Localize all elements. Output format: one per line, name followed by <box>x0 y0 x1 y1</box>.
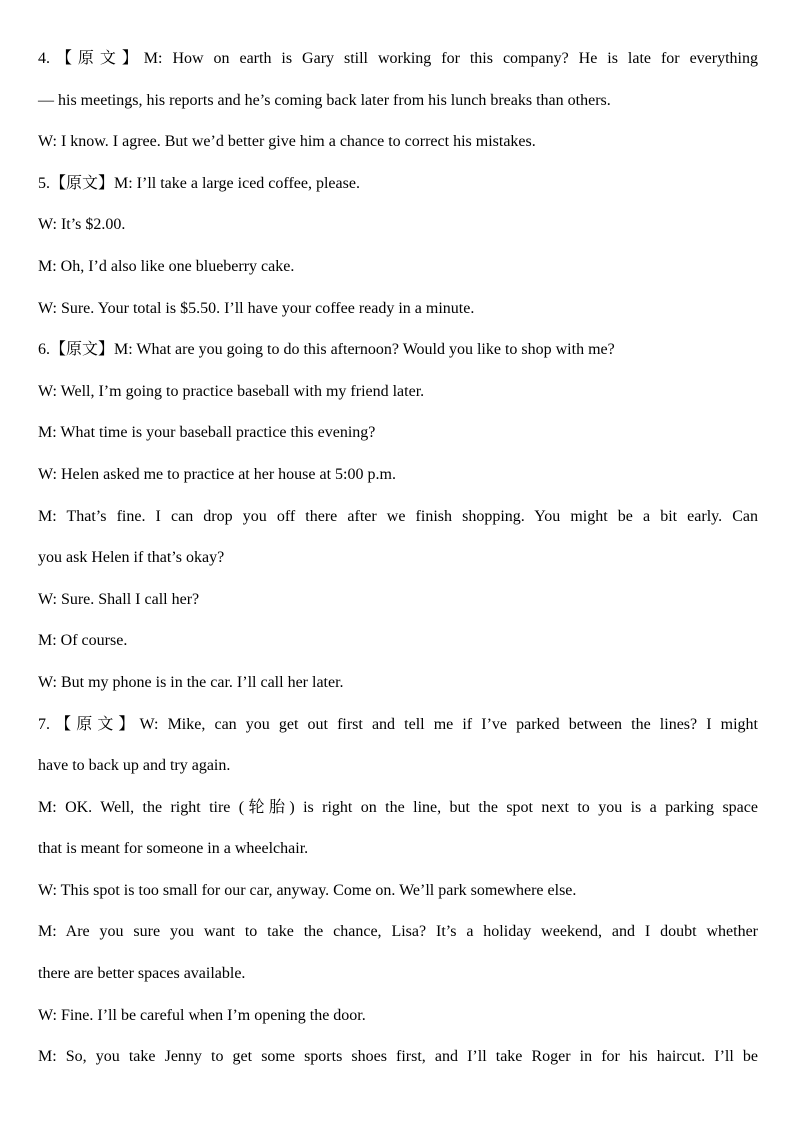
text-line-q6-9: W: But my phone is in the car. I’ll call her later. <box>38 673 344 691</box>
text-line-q7-5: W: This spot is too small for our car, anyway. Come on. We’ll park somewhere else. <box>38 881 577 899</box>
text-line-q6-4: W: Helen asked me to practice at her house at 5:00 p.m. <box>38 465 396 483</box>
text-line-q6-7: W: Sure. Shall I call her? <box>38 590 200 608</box>
text-line-q6-5: M: That’s fine. I can drop you off there after we finish shopping. You might be a bit early. Can <box>38 507 758 525</box>
text-line-q6-3: M: What time is your baseball practice this evening? <box>38 424 376 442</box>
text-line-q7-8: W: Fine. I’ll be careful when I’m opening the door. <box>38 1006 366 1024</box>
text-line-q5-3: M: Oh, I’d also like one blueberry cake. <box>38 257 295 275</box>
document-page <box>38 38 758 1078</box>
text-line-q5-1: 5.【原文】M: I’ll take a large iced coffee, please. <box>38 174 360 192</box>
text-line-q4-2: — his meetings, his reports and he’s coming back later from his lunch breaks than others. <box>38 91 611 109</box>
text-line-q5-2: W: It’s $2.00. <box>38 216 126 234</box>
text-line-q4-1: 4.【原文】M: How on earth is Gary still working for this company? He is late for everything <box>38 50 758 67</box>
text-line-q7-4: that is meant for someone in a wheelchair. <box>38 840 309 858</box>
text-line-q6-8: M: Of course. <box>38 632 128 650</box>
text-line-q6-6: you ask Helen if that’s okay? <box>38 549 225 567</box>
text-line-q7-9: M: So, you take Jenny to get some sports shoes first, and I’ll take Roger in for his haircut. I’ll be <box>38 1048 758 1066</box>
text-line-q7-3: M: OK. Well, the right tire (轮胎) is right on the line, but the spot next to you is a parking space <box>38 798 758 816</box>
text-line-q7-6: M: Are you sure you want to take the chance, Lisa? It’s a holiday weekend, and I doubt whether <box>38 923 758 941</box>
text-line-q7-7: there are better spaces available. <box>38 965 246 983</box>
text-line-q6-1: 6.【原文】M: What are you going to do this afternoon? Would you like to shop with me? <box>38 341 615 359</box>
text-line-q4-3: W: I know. I agree. But we’d better give him a chance to correct his mistakes. <box>38 133 536 151</box>
text-line-q7-2: have to back up and try again. <box>38 757 231 775</box>
text-line-q7-1: 7.【原文】W: Mike, can you get out first and tell me if I’ve parked between the lines? I might <box>38 715 758 733</box>
text-line-q5-4: W: Sure. Your total is $5.50. I’ll have your coffee ready in a minute. <box>38 299 475 317</box>
text-line-q6-2: W: Well, I’m going to practice baseball with my friend later. <box>38 382 425 400</box>
